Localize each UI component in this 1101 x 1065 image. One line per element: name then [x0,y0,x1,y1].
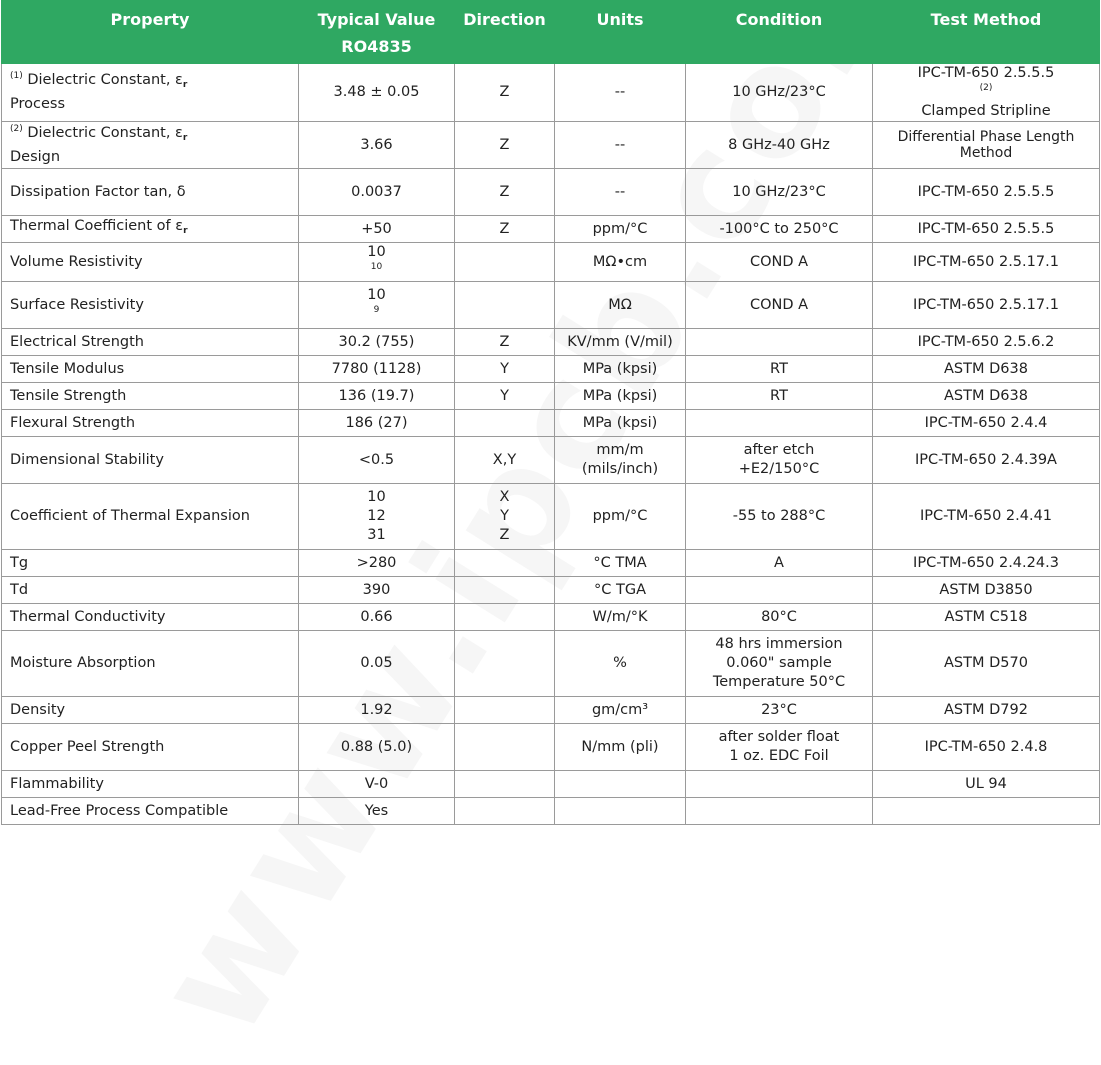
test-method-line: IPC-TM-650 2.5.17.1 [913,253,1059,270]
test-method-line: IPC-TM-650 2.5.5.5 [917,65,1055,81]
value-line: 3.66 [360,136,393,153]
property-cell [2,484,299,550]
direction-line: Y [500,360,509,377]
test-method-cell [873,550,1100,577]
units-cell [555,383,686,410]
condition-cell [686,604,873,631]
header-test-method: Test Method [873,1,1100,64]
value-cell [299,282,455,329]
units-cell [555,122,686,169]
test-method-line: IPC-TM-650 2.5.5.5 [917,220,1055,237]
value-line: 10 [367,489,386,505]
condition-line: 8 GHz-40 GHz [728,136,830,153]
condition-cell [686,697,873,724]
value-cell [299,437,455,484]
test-method-line: IPC-TM-650 2.5.5.5 [917,183,1055,200]
header-condition: Condition [686,1,873,64]
value-line: 1.92 [360,701,393,718]
value-line: 30.2 (755) [338,333,415,350]
value-line: +50 [361,220,392,237]
direction-cell [455,64,555,122]
property-name: Copper Peel Strength [10,738,165,755]
condition-cell [686,169,873,216]
test-method-cell [873,798,1100,825]
units-line: MΩ [608,296,632,313]
condition-line: RT [770,360,788,377]
units-cell [555,631,686,697]
test-method-cell [873,437,1100,484]
header-typical-value [299,1,455,64]
units-line: W/m/°K [592,608,648,625]
property-name-line2: Process [10,96,66,112]
units-cell [555,216,686,243]
header-typical-value-label: Typical Value [317,10,436,29]
table-row [2,356,1100,383]
header-units: Units [555,1,686,64]
table-row [2,724,1100,771]
value-cell [299,243,455,282]
test-method-cell [873,771,1100,798]
property-cell [2,383,299,410]
table-row [2,122,1100,169]
test-method-text: Clamped Stripline [921,103,1051,119]
table-row [2,243,1100,282]
value-line: 390 [362,581,391,598]
units-cell [555,282,686,329]
test-method-cell [873,329,1100,356]
direction-cell [455,437,555,484]
value-line: 31 [367,527,386,543]
property-cell [2,437,299,484]
value-line: 0.05 [360,655,393,671]
table-row [2,216,1100,243]
value-cell [299,631,455,697]
property-name: Volume Resistivity [10,253,143,270]
test-method-line: IPC-TM-650 2.4.8 [924,738,1048,755]
property-name: Dielectric Constant, ε [27,72,183,88]
units-line: ppm/°C [592,508,648,524]
units-cell [555,724,686,771]
property-cell [2,771,299,798]
value-cell [299,771,455,798]
condition-cell [686,383,873,410]
table-row [2,410,1100,437]
condition-line: -100°C to 250°C [719,220,839,237]
footnote-marker: (1) [10,71,23,82]
units-cell [555,437,686,484]
condition-line: Temperature 50°C [712,674,846,690]
value-cell [299,604,455,631]
direction-cell [455,697,555,724]
table-row [2,169,1100,216]
direction-cell [455,550,555,577]
value-text [305,286,448,322]
table-row [2,282,1100,329]
test-method-line: UL 94 [965,775,1007,792]
test-method-cell [873,243,1100,282]
condition-line: 80°C [761,608,797,625]
direction-cell [455,410,555,437]
footnote-marker: (2) [979,83,993,94]
test-method-line [879,83,1093,121]
test-method-cell [873,356,1100,383]
value-line: 186 (27) [345,414,408,431]
property-cell [2,697,299,724]
direction-line: Z [499,136,510,153]
units-line: MPa (kpsi) [582,414,658,431]
property-name: Thermal Coefficient of ε [10,218,184,234]
value-cell [299,64,455,122]
test-method-line: ASTM C518 [944,608,1028,625]
condition-line: 48 hrs immersion [715,636,843,652]
condition-line: 1 oz. EDC Foil [729,748,829,764]
condition-line: after solder float [718,729,840,745]
units-cell [555,329,686,356]
value-text [305,243,448,279]
value-line: 3.48 ± 0.05 [333,84,420,100]
value-line: 0.88 (5.0) [340,738,413,755]
condition-cell [686,798,873,825]
test-method-line: ASTM D638 [944,387,1028,404]
direction-cell [455,771,555,798]
table-row [2,484,1100,550]
condition-cell [686,282,873,329]
property-cell [2,631,299,697]
units-cell [555,604,686,631]
units-cell [555,64,686,122]
condition-cell [686,484,873,550]
property-name: Td [10,581,29,598]
direction-line: X [499,489,510,505]
value-cell [299,577,455,604]
value-line: >280 [356,554,397,571]
test-method-cell [873,64,1100,122]
direction-cell [455,631,555,697]
value-cell [299,329,455,356]
condition-cell [686,64,873,122]
property-cell [2,122,299,169]
test-method-line: Method [959,145,1013,161]
property-cell [2,169,299,216]
test-method-line: IPC-TM-650 2.5.17.1 [913,296,1059,313]
units-cell [555,410,686,437]
units-cell [555,243,686,282]
condition-cell [686,410,873,437]
value-line: 7780 (1128) [331,360,422,377]
property-cell [2,410,299,437]
test-method-line: IPC-TM-650 2.4.41 [919,508,1053,524]
test-method-cell [873,484,1100,550]
units-cell [555,577,686,604]
property-subscript: r [182,132,188,143]
units-line: MΩ•cm [592,253,648,270]
test-method-cell [873,383,1100,410]
value-line: <0.5 [358,451,395,468]
direction-cell [455,577,555,604]
units-line: -- [614,183,626,200]
condition-cell [686,550,873,577]
property-cell [2,216,299,243]
units-cell [555,798,686,825]
units-line: -- [614,136,626,153]
units-line: ppm/°C [592,220,648,237]
property-cell [2,577,299,604]
value-cell [299,216,455,243]
value-line: 0.66 [360,608,393,625]
value-cell [299,697,455,724]
condition-cell [686,122,873,169]
units-cell [555,484,686,550]
condition-cell [686,329,873,356]
property-name: Surface Resistivity [10,296,144,313]
direction-cell [455,356,555,383]
test-method-cell [873,282,1100,329]
test-method-cell [873,410,1100,437]
direction-line: Z [499,183,510,200]
direction-line: Z [499,527,510,543]
direction-cell [455,604,555,631]
property-name: Dielectric Constant, ε [27,124,183,141]
property-name: Flexural Strength [10,414,136,431]
condition-cell [686,631,873,697]
property-name: Tg [10,554,29,571]
property-name-line2: Design [10,148,61,165]
direction-cell [455,329,555,356]
value-cell [299,550,455,577]
property-cell [2,329,299,356]
value-cell [299,122,455,169]
table-row [2,550,1100,577]
units-line: KV/mm (V/mil) [567,333,673,350]
units-line: % [613,655,627,671]
value-line: 12 [367,508,386,524]
condition-line: COND A [749,253,809,270]
value-line: 0.0037 [351,183,402,200]
value-line: 136 (19.7) [338,387,415,404]
value-cell [299,169,455,216]
condition-line: COND A [749,296,809,313]
property-name: Density [10,701,66,718]
condition-line: 10 GHz/23°C [732,183,826,200]
test-method-cell [873,697,1100,724]
test-method-line: IPC-TM-650 2.4.4 [924,414,1048,431]
value-cell [299,356,455,383]
condition-line: after etch [743,442,815,458]
units-line: (mils/inch) [581,461,659,477]
property-name: Tensile Strength [10,387,127,404]
value-cell [299,798,455,825]
table-row [2,771,1100,798]
condition-cell [686,356,873,383]
condition-line: 10 GHz/23°C [732,84,826,100]
value-exponent: 10 [370,262,383,273]
units-line: gm/cm³ [591,701,649,718]
property-cell [2,64,299,122]
units-line: MPa (kpsi) [582,387,658,404]
units-line: -- [614,84,626,100]
test-method-cell [873,724,1100,771]
header-direction: Direction [455,1,555,64]
test-method-line: ASTM D638 [944,360,1028,377]
property-cell [2,604,299,631]
table-row [2,64,1100,122]
property-name: Flammability [10,775,104,792]
condition-cell [686,243,873,282]
value-line: V-0 [364,775,389,792]
property-subscript: r [182,80,188,90]
property-name: Moisture Absorption [10,655,156,671]
value-cell [299,383,455,410]
units-line: °C TGA [594,581,646,598]
direction-line: Y [500,508,509,524]
value-base: 10 [367,244,386,260]
test-method-line: IPC-TM-650 2.5.6.2 [917,333,1055,350]
direction-cell [455,243,555,282]
direction-cell [455,282,555,329]
table-row [2,577,1100,604]
test-method-line: IPC-TM-650 2.4.39A [915,451,1057,468]
property-name: Tensile Modulus [10,360,125,377]
direction-line: Z [499,220,510,237]
table-row [2,329,1100,356]
test-method-cell [873,122,1100,169]
direction-line: Y [500,387,509,404]
direction-cell [455,122,555,169]
header-material: RO4835 [341,37,412,56]
direction-line: Z [499,333,510,350]
test-method-cell [873,169,1100,216]
table-row [2,604,1100,631]
value-base: 10 [367,287,386,303]
value-line: Yes [364,802,389,819]
direction-cell [455,484,555,550]
properties-table [1,0,1100,825]
property-name: Dimensional Stability [10,451,164,468]
property-cell [2,282,299,329]
value-cell [299,410,455,437]
test-method-line: ASTM D3850 [939,581,1033,598]
condition-line: 0.060" sample [726,655,832,671]
units-line: N/mm (pli) [581,738,659,755]
units-line: MPa (kpsi) [582,360,658,377]
table-row [2,697,1100,724]
units-cell [555,771,686,798]
condition-line: A [774,554,784,571]
value-cell [299,484,455,550]
direction-cell [455,169,555,216]
condition-line: RT [770,387,788,404]
property-name: Coefficient of Thermal Expansion [10,508,250,524]
header-row [2,1,1100,64]
table-row [2,631,1100,697]
table-row [2,383,1100,410]
condition-cell [686,771,873,798]
test-method-cell [873,604,1100,631]
property-cell [2,243,299,282]
condition-line: 23°C [761,701,797,718]
test-method-line: Differential Phase Length [897,129,1075,145]
direction-line: X,Y [492,451,517,468]
units-cell [555,697,686,724]
property-name: Thermal Conductivity [10,608,166,625]
property-name: Electrical Strength [10,333,144,350]
test-method-line: IPC-TM-650 2.4.24.3 [913,554,1059,571]
test-method-line: ASTM D792 [944,701,1028,718]
test-method-line: ASTM D570 [944,655,1028,671]
footnote-marker: (2) [10,123,23,134]
test-method-cell [873,216,1100,243]
property-name: Dissipation Factor tan, δ [10,183,186,200]
direction-cell [455,724,555,771]
property-name: Lead-Free Process Compatible [10,802,229,819]
units-cell [555,169,686,216]
condition-cell [686,216,873,243]
condition-line: +E2/150°C [738,461,820,477]
condition-line: -55 to 288°C [732,508,826,524]
property-cell [2,356,299,383]
property-subscript: r [183,226,188,236]
condition-cell [686,577,873,604]
condition-cell [686,437,873,484]
direction-cell [455,216,555,243]
header-property: Property [2,1,299,64]
test-method-cell [873,577,1100,604]
value-cell [299,724,455,771]
direction-cell [455,798,555,825]
table-row [2,437,1100,484]
property-cell [2,550,299,577]
test-method-cell [873,631,1100,697]
units-cell [555,356,686,383]
condition-cell [686,724,873,771]
direction-cell [455,383,555,410]
value-exponent: 9 [373,305,380,316]
property-cell [2,724,299,771]
units-line: mm/m [596,442,644,458]
direction-line: Z [499,84,510,100]
table-row [2,798,1100,825]
units-line: °C TMA [593,554,647,571]
units-cell [555,550,686,577]
property-cell [2,798,299,825]
